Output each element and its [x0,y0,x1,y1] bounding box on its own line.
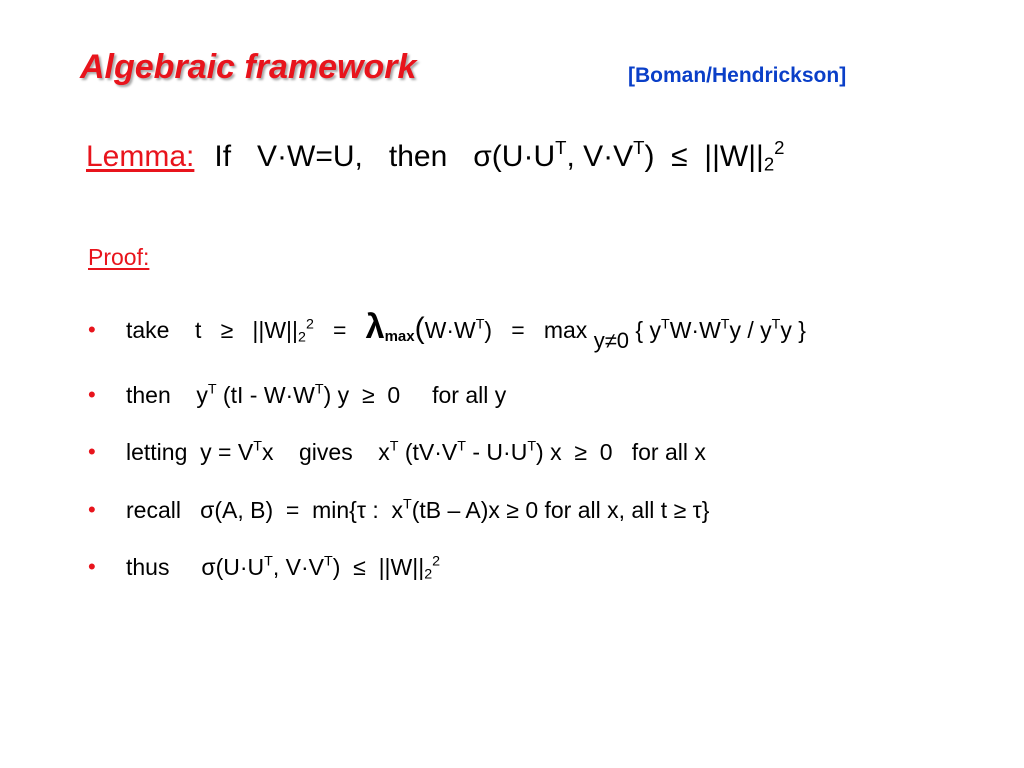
b5-sup-t1: T [264,553,273,570]
b5-sub-2: 2 [424,566,433,583]
bullet-dot: • [88,439,96,464]
b3-text-e: ) x ≥ 0 for all x [536,439,706,465]
lemma-then: then [388,140,448,173]
b1-eq1: = [313,317,366,343]
b1-paren-open: ( [414,312,425,345]
lemma-if: If [214,140,232,173]
b5-sup-t2: T [324,553,333,570]
lemma-label: Lemma: [86,140,195,173]
b3-text-a: letting y = V [126,439,254,465]
lemma-sub-2: 2 [763,153,775,175]
b1-sub-2: 2 [298,329,306,346]
b1-sup-t2: T [660,316,670,333]
lemma-sup-2: 2 [774,136,785,158]
lemma-statement [86,136,785,175]
b4-text-a: recall σ(A, B) = min{τ : x [126,497,403,523]
b2-sup-t2: T [314,381,324,398]
b3-sup-t1: T [253,438,262,455]
b1-sup-2: 2 [305,316,314,333]
bullet-dot: • [88,382,96,407]
b2-text-a: then y [126,382,208,408]
bullet-dot: • [88,554,96,579]
b1-set-open: { y [629,317,661,343]
lemma-premise: V·W=U, [257,140,363,173]
b1-text-a: take t ≥ ||W|| [126,317,298,343]
b2-text-c: ) y ≥ 0 for all y [323,382,507,408]
b1-eq2: = max [492,317,594,343]
b3-sup-t3: T [457,438,466,455]
b5-sup-2: 2 [432,553,441,570]
b5-text-c: ) ≤ ||W|| [332,554,425,580]
b4-sup-t1: T [403,496,412,513]
lemma-sigma-open: σ(U·U [473,140,556,173]
bullet-dot: • [88,317,96,342]
b2-sup-t1: T [207,381,217,398]
b1-yclose: y } [780,317,806,343]
lemma-close: ) ≤ ||W|| [644,140,764,173]
b1-wwt: W·W [669,317,721,343]
b1-sup-t3: T [720,316,730,333]
lemma-sup-t2: T [633,136,645,158]
b1-paren-close: ) [484,317,493,343]
slide-title: Algebraic framework [80,48,417,86]
b3-text-d: - U·U [465,439,528,465]
b3-text-b: x gives x [261,439,390,465]
lemma-mid: , V·V [566,140,634,173]
b3-text-c: (tV·V [398,439,458,465]
attribution: [Boman/Hendrickson] [628,64,847,87]
lambda-symbol: λ [365,308,385,346]
b5-text-b: , V·V [272,554,325,580]
b1-ydiv: y / y [729,317,772,343]
b3-sup-t4: T [527,438,537,455]
lambda-max-subscript: max [384,328,415,345]
b4-text-b: (tB – A)x ≥ 0 for all x, all t ≥ τ} [411,497,710,523]
lemma-sup-t1: T [555,136,567,158]
proof-label: Proof: [88,244,150,270]
b2-text-b: (tI - W·W [216,382,315,408]
b1-sup-t: T [475,316,485,333]
b1-ww: W·W [424,317,476,343]
b3-sup-t2: T [389,438,399,455]
b5-text-a: thus σ(U·U [126,554,265,580]
b1-sup-t4: T [771,316,781,333]
b1-y-neq-0: y≠0 [593,327,630,353]
bullet-dot: • [88,497,96,522]
